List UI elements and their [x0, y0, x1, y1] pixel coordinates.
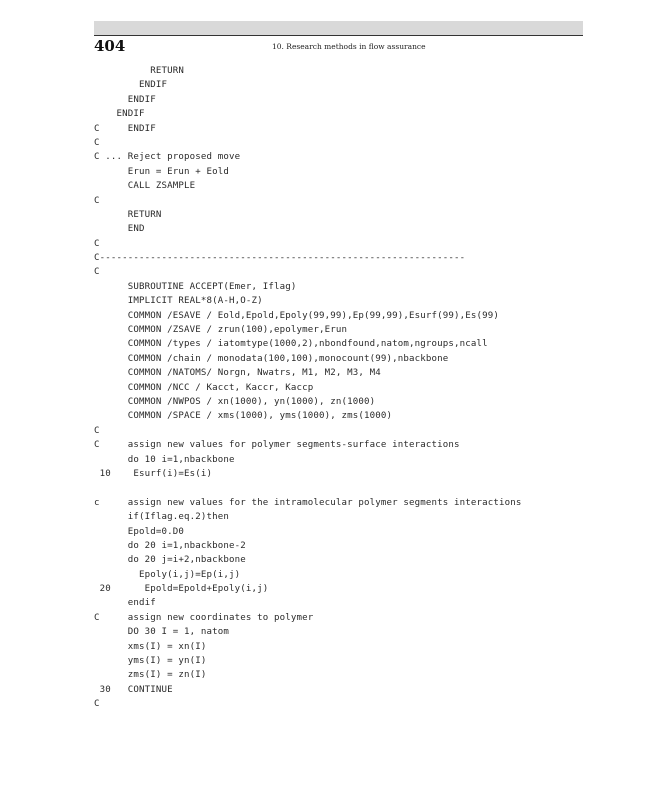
- code-line: c assign new values for the intramolecular polymer segments interactions: [94, 497, 522, 508]
- code-line: ENDIF: [94, 94, 156, 105]
- code-line: C ENDIF: [94, 123, 156, 134]
- page-number: 404: [94, 37, 126, 55]
- code-line: COMMON /types / iatomtype(1000,2),nbondfound,natom,ngroups,ncall: [94, 339, 488, 350]
- code-line: IMPLICIT REAL*8(A-H,O-Z): [94, 296, 263, 307]
- code-line: Epoly(i,j)=Ep(i,j): [94, 569, 241, 580]
- code-line: C assign new coordinates to polymer: [94, 612, 314, 623]
- code-line: COMMON /NCC / Kacct, Kaccr, Kaccp: [94, 382, 314, 393]
- code-line: COMMON /NWPOS / xn(1000), yn(1000), zn(1000): [94, 396, 376, 407]
- code-line: do 10 i=1,nbackbone: [94, 454, 235, 465]
- code-line: RETURN: [94, 66, 184, 76]
- code-line: CALL ZSAMPLE: [94, 181, 196, 192]
- code-line: [94, 481, 522, 495]
- code-line: Epold=0.D0: [94, 526, 184, 537]
- code-line: DO 30 I = 1, natom: [94, 627, 229, 638]
- code-line: endif: [94, 598, 156, 609]
- code-line: C: [94, 699, 100, 710]
- code-line: Erun = Erun + Eold: [94, 166, 229, 177]
- code-line: do 20 j=i+2,nbackbone: [94, 555, 246, 566]
- code-line: COMMON /SPACE / xms(1000), yms(1000), zms(1000): [94, 411, 393, 422]
- header-rule: [94, 35, 583, 36]
- code-line: 30 CONTINUE: [94, 684, 173, 695]
- code-line: SUBROUTINE ACCEPT(Emer, Iflag): [94, 281, 297, 292]
- code-line: xms(I) = xn(I): [94, 641, 207, 652]
- code-line: C: [94, 425, 100, 436]
- code-line: END: [94, 224, 145, 235]
- code-line: C-----------------------------------------------------------------: [94, 253, 466, 264]
- code-line: C: [94, 195, 100, 206]
- code-line: yms(I) = yn(I): [94, 656, 207, 667]
- code-line: 20 Epold=Epold+Epoly(i,j): [94, 584, 269, 595]
- code-line: if(Iflag.eq.2)then: [94, 512, 229, 523]
- code-line: COMMON /chain / monodata(100,100),monocount(99),nbackbone: [94, 353, 449, 364]
- code-line: COMMON /ESAVE / Eold,Epold,Epoly(99,99),Ep(99,99),Esurf(99),Es(99): [94, 310, 499, 321]
- running-head: 10. Research methods in flow assurance: [272, 42, 426, 51]
- code-line: C assign new values for polymer segments-surface interactions: [94, 440, 460, 451]
- code-line: C ... Reject proposed move: [94, 152, 241, 163]
- code-line: do 20 i=1,nbackbone-2: [94, 540, 246, 551]
- code-listing: [94, 64, 522, 712]
- code-line: C: [94, 267, 100, 278]
- code-line: C: [94, 238, 100, 249]
- code-line: ENDIF: [94, 80, 168, 91]
- code-line: ENDIF: [94, 109, 145, 120]
- header-band: [94, 21, 583, 35]
- code-line: COMMON /NATOMS/ Norgn, Nwatrs, M1, M2, M3, M4: [94, 368, 381, 379]
- code-line: C: [94, 137, 100, 148]
- code-line: zms(I) = zn(I): [94, 670, 207, 681]
- code-line: COMMON /ZSAVE / zrun(100),epolymer,Erun: [94, 325, 348, 336]
- code-line: RETURN: [94, 209, 162, 220]
- code-line: 10 Esurf(i)=Es(i): [94, 468, 213, 479]
